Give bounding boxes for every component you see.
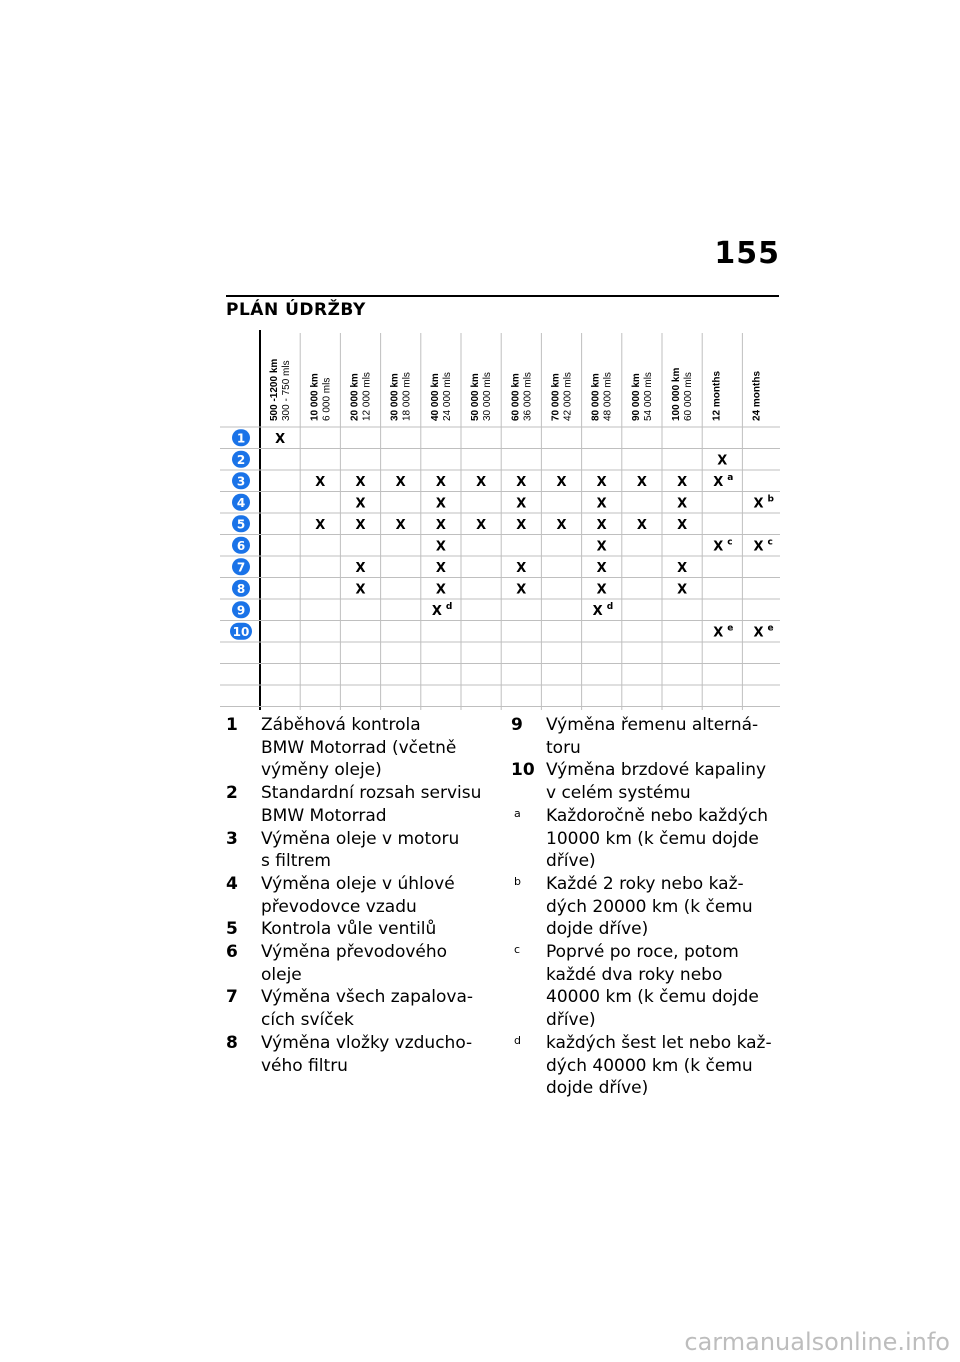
legend-item — [226, 941, 482, 986]
column-header-mls: 30 000 mls — [482, 372, 494, 421]
column-header — [631, 372, 654, 421]
schedule-mark: X — [435, 517, 446, 533]
column-header-km: 500 -1200 km — [269, 358, 281, 421]
schedule-mark: X — [435, 496, 446, 512]
legend-text: Kontrola vůle ventilů — [261, 919, 437, 940]
schedule-mark: X — [713, 474, 724, 490]
schedule-mark: X — [636, 517, 647, 533]
schedule-mark: X — [395, 474, 406, 490]
schedule-mark: X — [677, 560, 688, 576]
legend-item — [511, 941, 783, 1032]
schedule-mark: X — [596, 539, 607, 555]
row-badge-number: 6 — [236, 538, 246, 553]
legend-number: 10 — [511, 760, 535, 781]
legend-item — [511, 714, 783, 759]
schedule-mark-footnote: c — [727, 537, 733, 548]
column-header — [671, 368, 694, 421]
schedule-mark: X — [435, 474, 446, 490]
legend-right — [511, 714, 783, 1100]
legend-text: Výměna řemenu alterná- toru — [546, 715, 759, 758]
schedule-mark: X — [556, 474, 567, 490]
legend-text: Standardní rozsah servisu BMW Motorrad — [261, 783, 482, 826]
column-header-km: 100 000 km — [671, 367, 683, 421]
schedule-mark: X — [596, 582, 607, 598]
schedule-mark-footnote: d — [445, 601, 453, 612]
column-header-km: 24 months — [751, 370, 763, 421]
schedule-mark: X — [395, 517, 406, 533]
legend-item — [511, 805, 783, 873]
legend-text: Výměna brzdové kapaliny v celém systému — [546, 760, 767, 804]
legend-number: 3 — [226, 828, 238, 849]
column-header-mls: 300 - 750 mls — [281, 360, 293, 421]
column-header-mls: 60 000 mls — [683, 372, 695, 421]
schedule-mark: X — [717, 453, 728, 469]
row-badge-number: 1 — [236, 431, 246, 446]
column-header-mls: 24 000 mls — [441, 372, 453, 421]
column-header-mls: 18 000 mls — [401, 372, 413, 421]
legend-footnote-letter: b — [514, 874, 521, 888]
row-badge-number: 2 — [236, 452, 246, 467]
schedule-mark: X — [636, 474, 647, 490]
legend-number: 2 — [226, 783, 238, 804]
legend-item — [226, 918, 482, 941]
schedule-mark: X — [516, 496, 527, 512]
column-header — [510, 372, 533, 421]
schedule-mark: X — [435, 582, 446, 598]
schedule-mark: X — [592, 603, 603, 619]
legend-item — [511, 759, 783, 804]
row-badge-number: 3 — [236, 474, 246, 489]
schedule-mark: X — [677, 582, 688, 598]
schedule-mark: X — [435, 539, 446, 555]
legend-item — [226, 986, 482, 1031]
legend-item — [511, 873, 783, 941]
row-badge — [232, 601, 250, 618]
schedule-mark-footnote: e — [727, 623, 734, 634]
legend-number: 1 — [226, 715, 238, 735]
legend-footnote-letter: c — [514, 943, 521, 957]
schedule-mark: X — [355, 517, 366, 533]
legend-text: Výměna vložky vzducho- vého filtru — [261, 1032, 473, 1076]
schedule-mark: X — [315, 474, 326, 490]
row-badge-number: 10 — [232, 624, 250, 639]
column-header-km: 20 000 km — [349, 373, 361, 421]
legend-number: 6 — [226, 942, 238, 963]
schedule-mark: X — [516, 560, 527, 576]
legend-item — [226, 714, 482, 782]
legend-text: Každoročně nebo každých 10000 km (k čemu dojde dříve) — [546, 805, 769, 872]
legend-text: Poprvé po roce, potom každé dva roky nebo 40000 km (k čemu dojde dříve) — [546, 942, 759, 1031]
schedule-mark: X — [516, 474, 527, 490]
schedule-mark-footnote: c — [767, 537, 773, 548]
schedule-mark: X — [355, 496, 366, 512]
column-header-mls: 36 000 mls — [522, 372, 534, 421]
watermark: carmanualsonline.info — [684, 1328, 950, 1356]
schedule-mark: X — [677, 474, 688, 490]
column-header-km: 50 000 km — [470, 373, 482, 421]
schedule-mark: X — [355, 582, 366, 598]
legend-item — [226, 828, 482, 873]
row-badge-number: 7 — [236, 560, 246, 575]
schedule-mark: X — [596, 474, 607, 490]
legend-left — [226, 714, 482, 1077]
column-header-mls: 12 000 mls — [361, 372, 373, 421]
legend-number: 5 — [226, 919, 238, 940]
column-header-km: 40 000 km — [429, 373, 441, 421]
legend-text: Výměna všech zapalova- cích svíček — [261, 987, 474, 1031]
legend-text: Každé 2 roky nebo kaž- dých 20000 km (k čemu dojde dříve) — [546, 873, 753, 940]
schedule-mark: X — [476, 474, 487, 490]
schedule-mark-footnote: a — [727, 472, 734, 483]
schedule-mark: X — [596, 560, 607, 576]
row-badge-number: 4 — [236, 495, 246, 510]
column-header-mls: 48 000 mls — [602, 372, 614, 421]
legend-number: 9 — [511, 715, 523, 735]
schedule-mark: X — [516, 582, 527, 598]
column-header-km: 80 000 km — [590, 373, 602, 421]
row-badge — [232, 494, 250, 511]
row-badge — [232, 472, 250, 489]
legend-text: Výměna oleje v úhlové převodovce vzadu — [261, 873, 455, 917]
row-badge — [232, 580, 250, 597]
column-header-mls: 6 000 mls — [321, 377, 333, 421]
column-header-km: 10 000 km — [309, 373, 321, 421]
legend-footnote-letter: a — [514, 806, 521, 820]
schedule-mark: X — [596, 517, 607, 533]
legend-footnote-letter: d — [514, 1033, 521, 1047]
schedule-mark: X — [713, 539, 724, 555]
column-header — [551, 372, 574, 421]
column-header — [390, 372, 413, 421]
row-badge — [232, 429, 250, 446]
legend-text: každých šest let nebo kaž- dých 40000 km (k čemu dojde dříve) — [546, 1032, 772, 1099]
maintenance-schedule-table — [220, 325, 780, 710]
schedule-mark: X — [355, 560, 366, 576]
legend-item — [226, 873, 482, 918]
legend-number: 4 — [226, 873, 238, 894]
column-header — [269, 359, 292, 421]
schedule-mark: X — [315, 517, 326, 533]
schedule-mark: X — [355, 474, 366, 490]
schedule-mark: X — [435, 560, 446, 576]
column-header — [752, 371, 763, 421]
column-header — [591, 372, 614, 421]
schedule-mark: X — [516, 517, 527, 533]
legend-text: Výměna oleje v motoru s filtrem — [261, 828, 460, 872]
page-number: 155 — [714, 236, 780, 271]
legend-item — [511, 1032, 783, 1100]
column-header — [350, 372, 373, 421]
legend-number: 8 — [226, 1032, 238, 1053]
legend-number: 7 — [226, 987, 238, 1008]
row-badge-number: 9 — [236, 603, 246, 618]
schedule-mark: X — [753, 496, 764, 512]
column-header — [309, 373, 332, 421]
schedule-mark: X — [275, 431, 286, 447]
column-header-km: 30 000 km — [389, 373, 401, 421]
row-badge — [232, 515, 250, 532]
section-title: PLÁN ÚDRŽBY — [226, 300, 366, 320]
legend-item — [226, 1032, 482, 1077]
column-header — [470, 372, 493, 421]
row-badge-number: 5 — [236, 517, 246, 532]
schedule-mark: X — [713, 625, 724, 641]
schedule-mark: X — [431, 603, 442, 619]
column-header-km: 12 months — [711, 370, 723, 421]
schedule-mark-footnote: e — [767, 623, 774, 634]
column-header-km: 60 000 km — [510, 373, 522, 421]
legend-text: Záběhová kontrola BMW Motorrad (včetně výměny oleje) — [261, 715, 457, 781]
schedule-mark: X — [753, 625, 764, 641]
column-header-km: 90 000 km — [630, 373, 642, 421]
schedule-mark: X — [476, 517, 487, 533]
legend-text: Výměna převodového oleje — [261, 942, 448, 985]
row-badge — [230, 623, 252, 640]
row-badge — [232, 537, 250, 554]
column-header — [430, 372, 453, 421]
column-header-mls: 54 000 mls — [642, 372, 654, 421]
column-header — [711, 371, 722, 421]
row-badge — [232, 451, 250, 468]
schedule-mark-footnote: d — [606, 601, 614, 612]
schedule-mark: X — [677, 496, 688, 512]
column-header-km: 70 000 km — [550, 373, 562, 421]
row-badge-number: 8 — [236, 581, 246, 596]
schedule-mark: X — [753, 539, 764, 555]
column-header-mls: 42 000 mls — [562, 372, 574, 421]
schedule-mark-footnote: b — [767, 494, 774, 505]
schedule-mark: X — [556, 517, 567, 533]
header-rule — [226, 295, 779, 297]
row-badge — [232, 558, 250, 575]
schedule-mark: X — [677, 517, 688, 533]
schedule-mark: X — [596, 496, 607, 512]
legend-item — [226, 782, 482, 827]
